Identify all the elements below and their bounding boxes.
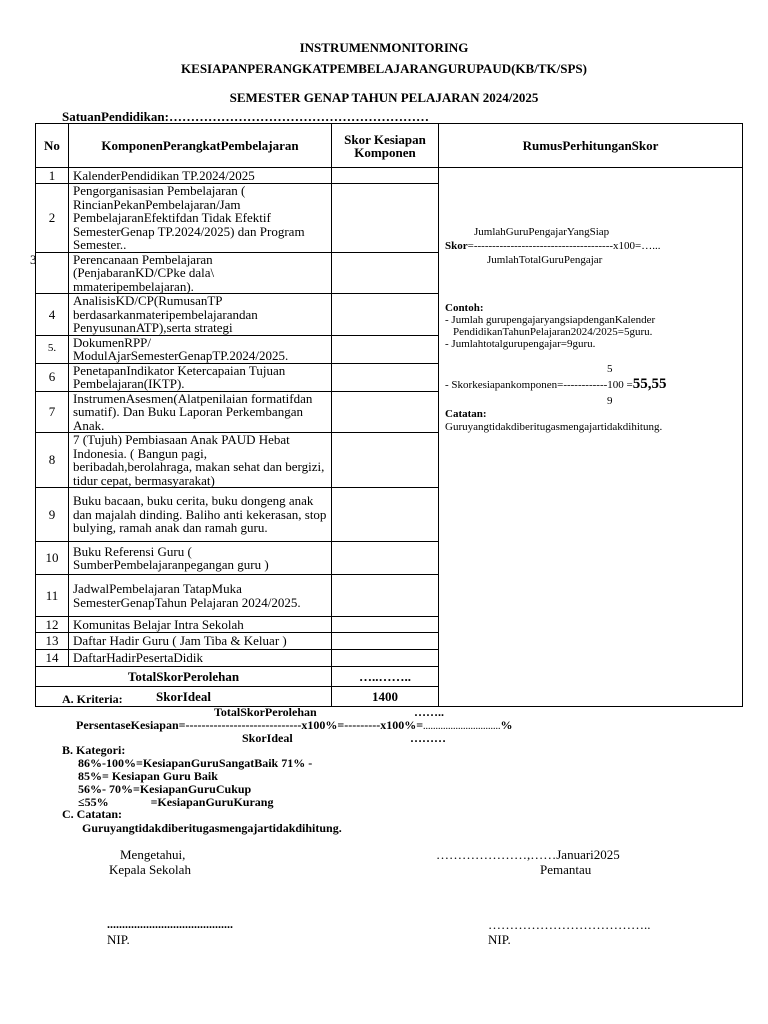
- row-no: 6: [36, 363, 69, 391]
- pemantau-signature-dots: ………………………………..: [488, 917, 651, 932]
- row-no: 5.: [36, 335, 69, 363]
- ideal-label: SkorIdeal: [36, 687, 332, 707]
- kategori-line-3: 56%- 70%=KesiapanGuruCukup: [78, 782, 252, 796]
- rumus-skor-label: Skor: [445, 240, 468, 252]
- kriteria-denominator: SkorIdeal: [242, 731, 293, 745]
- rumus-skor-line: [445, 240, 660, 252]
- row-komponen: Pengorganisasian Pembelajaran ( RincianPekanPembelajaran/Jam PembelajaranEfektifdan Tidak Efektif SemesterGenap TP.2024/2025) dan Program Semester..: [69, 184, 332, 253]
- row-skor-cell: [332, 335, 439, 363]
- rumus-denominator: JumlahTotalGuruPengajar: [487, 254, 603, 266]
- row-skor-cell: [332, 294, 439, 336]
- catatan-rumus-label: Catatan:: [445, 408, 487, 420]
- nip-right: NIP.: [488, 932, 511, 947]
- title-line-3: SEMESTER GENAP TAHUN PELAJARAN 2024/2025: [229, 90, 539, 105]
- total-label: TotalSkorPerolehan: [36, 667, 332, 687]
- row-no: 4: [36, 294, 69, 336]
- satuan-label: SatuanPendidikan:: [62, 109, 169, 124]
- row-komponen: PenetapanIndikator Ketercapaian Tujuan Pembelajaran(IKTP).: [69, 363, 332, 391]
- row-komponen: Daftar Hadir Guru ( Jam Tiba & Keluar ): [69, 633, 332, 650]
- table-row: [36, 168, 743, 184]
- mengetahui-label: Mengetahui,: [120, 847, 186, 862]
- row-komponen: Buku bacaan, buku cerita, buku dongeng anak dan majalah dinding. Baliho anti kekerasan, stop bulying, ramah anak dan ramah guru.: [69, 488, 332, 542]
- row-komponen: InstrumenAsesmen(Alatpenilaian formatifdan sumatif). Dan Buku Laporan Perkembangan Anak.: [69, 391, 332, 433]
- catatan-label: C. Catatan:: [62, 807, 122, 821]
- kriteria-numerator-dots: ……..: [414, 705, 444, 719]
- row-skor-cell: [332, 363, 439, 391]
- row-komponen: Buku Referensi Guru ( SumberPembelajaranpegangan guru ): [69, 542, 332, 575]
- kategori-line-4-label: =KesiapanGuruKurang: [150, 795, 274, 809]
- komponen-table: [30, 123, 743, 707]
- row-skor-cell: [332, 168, 439, 184]
- catatan-rumus-text: Guruyangtidakdiberitugasmengajartidakdihitung.: [445, 421, 663, 433]
- date-line: …………………,……Januari2025: [436, 847, 620, 862]
- kategori-line-4-range: ≤55%: [78, 795, 109, 809]
- table-header-row: [36, 124, 743, 168]
- row-komponen: KalenderPendidikan TP.2024/2025: [69, 168, 332, 184]
- kepala-signature-dots: ..........................................: [107, 917, 233, 931]
- rumus-cell: [439, 168, 743, 707]
- row-skor-cell: [332, 575, 439, 617]
- kategori-line-1: 86%-100%=KesiapanGuruSangatBaik 71% -: [78, 756, 313, 770]
- header-rumus: RumusPerhitunganSkor: [439, 124, 743, 168]
- contoh-line-2: - Jumlahtotalgurupengajar=9guru.: [445, 338, 596, 350]
- kriteria-denominator-dots: ………: [410, 731, 446, 745]
- example-formula: - Skorkesiapankomponen=------------100 =: [445, 379, 633, 391]
- kriteria-numerator: TotalSkorPerolehan: [214, 705, 317, 719]
- row-no: 8: [36, 433, 69, 488]
- row-no: 9: [36, 488, 69, 542]
- row-skor-cell: [332, 252, 439, 294]
- persen-pct: %: [500, 718, 513, 732]
- row-skor-cell: [332, 542, 439, 575]
- example-denominator: 9: [607, 395, 613, 407]
- row-no: 12: [36, 617, 69, 633]
- row-no: 7: [36, 391, 69, 433]
- total-value: …..……..: [332, 667, 439, 687]
- row-skor-cell: [332, 617, 439, 633]
- satuan-dots: ……………………………………………………: [168, 109, 429, 124]
- contoh-label: Contoh:: [445, 302, 484, 314]
- header-skor: Skor Kesiapan Komponen: [332, 124, 439, 168]
- persen-formula: -----------------------------x100%=---------x100%=: [185, 718, 424, 732]
- catatan-text: Guruyangtidakdiberitugasmengajartidakdihitung.: [82, 821, 342, 835]
- header-no: No: [36, 124, 69, 168]
- ideal-value: 1400: [332, 687, 439, 707]
- persen-label: PersentaseKesiapan=: [76, 718, 186, 732]
- persen-dots: ...............................: [423, 721, 501, 732]
- row-no: 1: [36, 168, 69, 184]
- title-line-1: INSTRUMENMONITORING: [299, 40, 469, 55]
- kriteria-persen-line: [76, 718, 513, 733]
- row-no-cell: [30, 251, 69, 294]
- row-no: 13: [36, 633, 69, 650]
- kriteria-label: A. Kriteria:: [62, 692, 123, 706]
- example-numerator: 5: [607, 363, 613, 375]
- row-komponen: AnalisisKD/CP(RumusanTP berdasarkanmateripembelajarandan PenyusunanATP),serta strategi: [69, 294, 332, 336]
- row-no: 2: [36, 184, 69, 253]
- row-no: 3: [30, 251, 37, 267]
- kepala-sekolah-label: Kepala Sekolah: [109, 862, 191, 877]
- row-no: 11: [36, 575, 69, 617]
- rumus-numerator: JumlahGuruPengajarYangSiap: [474, 226, 610, 238]
- rumus-skor-dots: …...: [641, 240, 661, 252]
- example-result: 55,55: [632, 376, 667, 392]
- row-komponen: 7 (Tujuh) Pembiasaan Anak PAUD Hebat Indonesia. ( Bangun pagi, beribadah,berolahraga, makan sehat dan bergizi, tidur cepat, bermasyarakat): [69, 433, 332, 488]
- row-no: 14: [36, 650, 69, 667]
- row-skor-cell: [332, 650, 439, 667]
- kategori-line-2: 85%= Kesiapan Guru Baik: [78, 769, 218, 783]
- row-komponen: Komunitas Belajar Intra Sekolah: [69, 617, 332, 633]
- row-skor-cell: [332, 391, 439, 433]
- nip-left: NIP.: [107, 932, 130, 947]
- contoh-line-1a: - Jumlah gurupengajaryangsiapdenganKalender: [445, 314, 656, 326]
- rumus-skor-formula: =--------------------------------------x100=: [467, 240, 642, 252]
- row-skor-cell: [332, 488, 439, 542]
- row-komponen: DaftarHadirPesertaDidik: [69, 650, 332, 667]
- title-line-2: KESIAPANPERANGKATPEMBELAJARANGURUPAUD(KB/TK/SPS): [181, 61, 587, 76]
- row-skor-cell: [332, 633, 439, 650]
- contoh-line-1b: PendidikanTahunPelajaran2024/2025=5guru.: [453, 326, 653, 338]
- kategori-label: B. Kategori:: [62, 743, 126, 757]
- example-line: [445, 378, 666, 391]
- row-skor-cell: [332, 184, 439, 253]
- row-no: 10: [36, 542, 69, 575]
- row-skor-cell: [332, 433, 439, 488]
- row-komponen: Perencanaan Pembelajaran (PenjabaranKD/CPke dala\ mmateripembelajaran).: [69, 252, 332, 294]
- pemantau-label: Pemantau: [540, 862, 592, 877]
- row-komponen: DokumenRPP/ ModulAjarSemesterGenapTP.2024/2025.: [69, 335, 332, 363]
- header-komponen: KomponenPerangkatPembelajaran: [69, 124, 332, 168]
- row-komponen: JadwalPembelajaran TatapMuka SemesterGenapTahun Pelajaran 2024/2025.: [69, 575, 332, 617]
